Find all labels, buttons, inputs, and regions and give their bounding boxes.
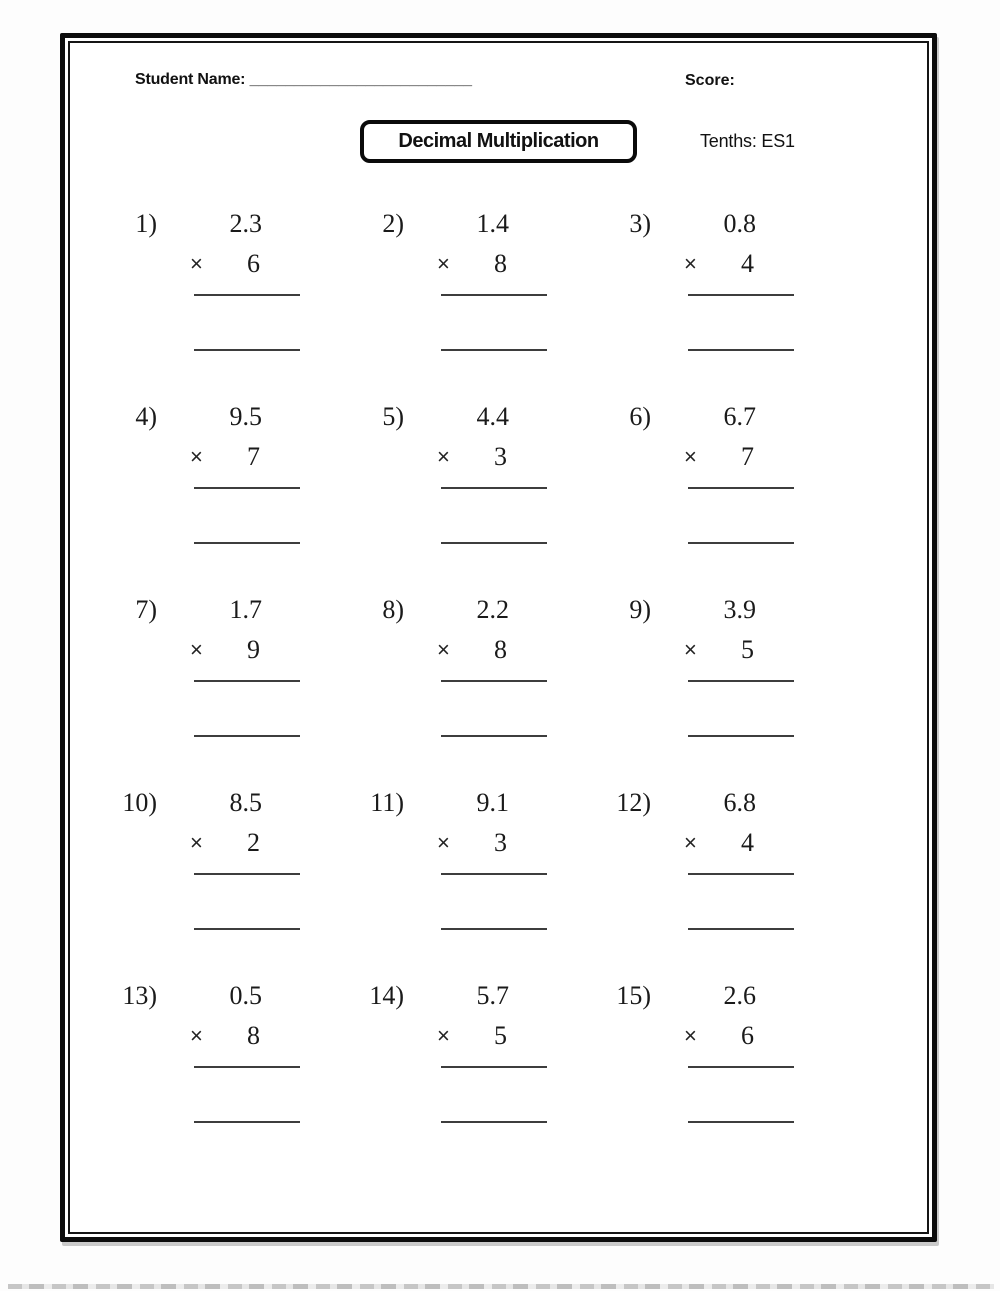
- answer-line[interactable]: [441, 680, 547, 682]
- answer-line-2[interactable]: [194, 1121, 300, 1123]
- answer-line[interactable]: [441, 487, 547, 489]
- multiplicand: 2.6: [723, 981, 756, 1010]
- answer-line[interactable]: [688, 487, 794, 489]
- multiplier: 6: [247, 249, 260, 278]
- multiply-icon: ×: [684, 830, 697, 855]
- multiply-icon: ×: [437, 1023, 450, 1048]
- answer-line-2[interactable]: [688, 928, 794, 930]
- problem-number: 9): [629, 595, 651, 624]
- student-name-row: [135, 71, 472, 89]
- multiply-icon: ×: [684, 637, 697, 662]
- problem-number: 12): [616, 788, 651, 817]
- multiplicand: 9.1: [476, 788, 509, 817]
- answer-line[interactable]: [194, 680, 300, 682]
- multiplicand: 2.2: [476, 595, 509, 624]
- problem-number: 3): [629, 209, 651, 238]
- problem: [619, 209, 866, 405]
- answer-line-2[interactable]: [441, 1121, 547, 1123]
- answer-line[interactable]: [194, 487, 300, 489]
- multiplicand: 0.8: [723, 209, 756, 238]
- problem: [616, 981, 866, 1177]
- multiply-icon: ×: [684, 444, 697, 469]
- answer-line-2[interactable]: [194, 349, 300, 351]
- multiplier: 8: [494, 249, 507, 278]
- multiply-icon: ×: [437, 251, 450, 276]
- answer-line-2[interactable]: [194, 542, 300, 544]
- answer-line-2[interactable]: [194, 735, 300, 737]
- multiplier: 2: [247, 828, 260, 857]
- multiply-icon: ×: [190, 1023, 203, 1048]
- problem-number: 8): [382, 595, 404, 624]
- problem: [372, 595, 619, 791]
- problem: [619, 402, 866, 598]
- level-tag: Tenths: ES1: [700, 131, 795, 151]
- answer-line[interactable]: [688, 680, 794, 682]
- answer-line[interactable]: [441, 1066, 547, 1068]
- multiplicand: 8.5: [229, 788, 262, 817]
- answer-line[interactable]: [194, 1066, 300, 1068]
- problem: [122, 981, 372, 1177]
- problem-number: 10): [122, 788, 157, 817]
- problem-number: 5): [382, 402, 404, 431]
- multiplicand: 1.7: [229, 595, 262, 624]
- multiplicand: 1.4: [476, 209, 509, 238]
- multiplicand: 9.5: [229, 402, 262, 431]
- student-name-label: Student Name:: [135, 71, 246, 88]
- problem-number: 13): [122, 981, 157, 1010]
- multiply-icon: ×: [684, 1023, 697, 1048]
- multiplier: 3: [494, 442, 507, 471]
- scan-artifact-bottom: [8, 1284, 994, 1289]
- multiplicand: 6.8: [723, 788, 756, 817]
- problem: [125, 402, 372, 598]
- multiply-icon: ×: [190, 830, 203, 855]
- answer-line[interactable]: [441, 294, 547, 296]
- problem-number: 7): [135, 595, 157, 624]
- student-name-blank[interactable]: _________________________: [249, 71, 473, 88]
- problem-number: 4): [135, 402, 157, 431]
- answer-line-2[interactable]: [441, 735, 547, 737]
- multiplier: 9: [247, 635, 260, 664]
- problem: [369, 981, 619, 1177]
- multiplier: 4: [741, 828, 754, 857]
- problem: [616, 788, 866, 984]
- score-label: Score:: [685, 72, 735, 89]
- problems-grid: [122, 209, 866, 1177]
- answer-line-2[interactable]: [441, 349, 547, 351]
- answer-line[interactable]: [688, 294, 794, 296]
- problem-number: 1): [135, 209, 157, 238]
- problem: [372, 209, 619, 405]
- answer-line[interactable]: [441, 873, 547, 875]
- problem: [122, 788, 372, 984]
- multiplicand: 2.3: [229, 209, 262, 238]
- answer-line-2[interactable]: [441, 928, 547, 930]
- worksheet-title-box: [360, 120, 637, 163]
- multiplier: 5: [494, 1021, 507, 1050]
- multiplier: 5: [741, 635, 754, 664]
- problem: [370, 788, 619, 984]
- multiplicand: 0.5: [229, 981, 262, 1010]
- multiply-icon: ×: [190, 251, 203, 276]
- multiply-icon: ×: [190, 637, 203, 662]
- multiplicand: 4.4: [476, 402, 509, 431]
- multiplicand: 3.9: [723, 595, 756, 624]
- problem-number: 11): [370, 788, 404, 817]
- problem: [125, 595, 372, 791]
- multiplier: 3: [494, 828, 507, 857]
- problem-number: 15): [616, 981, 651, 1010]
- answer-line-2[interactable]: [194, 928, 300, 930]
- worksheet-title: Decimal Multiplication: [398, 130, 599, 152]
- problem: [619, 595, 866, 791]
- problem: [372, 402, 619, 598]
- multiplicand: 5.7: [476, 981, 509, 1010]
- multiplier: 6: [741, 1021, 754, 1050]
- answer-line[interactable]: [194, 873, 300, 875]
- multiplicand: 6.7: [723, 402, 756, 431]
- problem-number: 14): [369, 981, 404, 1010]
- answer-line-2[interactable]: [441, 542, 547, 544]
- problem: [125, 209, 372, 405]
- multiply-icon: ×: [437, 444, 450, 469]
- multiplier: 8: [494, 635, 507, 664]
- multiply-icon: ×: [684, 251, 697, 276]
- multiplier: 7: [741, 442, 754, 471]
- multiplier: 8: [247, 1021, 260, 1050]
- multiplier: 7: [247, 442, 260, 471]
- multiplier: 4: [741, 249, 754, 278]
- problem-number: 6): [629, 402, 651, 431]
- answer-line-2[interactable]: [688, 542, 794, 544]
- multiply-icon: ×: [437, 637, 450, 662]
- answer-line-2[interactable]: [688, 349, 794, 351]
- answer-line-2[interactable]: [688, 735, 794, 737]
- answer-line[interactable]: [688, 1066, 794, 1068]
- answer-line[interactable]: [688, 873, 794, 875]
- answer-line[interactable]: [194, 294, 300, 296]
- multiply-icon: ×: [437, 830, 450, 855]
- answer-line-2[interactable]: [688, 1121, 794, 1123]
- multiply-icon: ×: [190, 444, 203, 469]
- problem-number: 2): [382, 209, 404, 238]
